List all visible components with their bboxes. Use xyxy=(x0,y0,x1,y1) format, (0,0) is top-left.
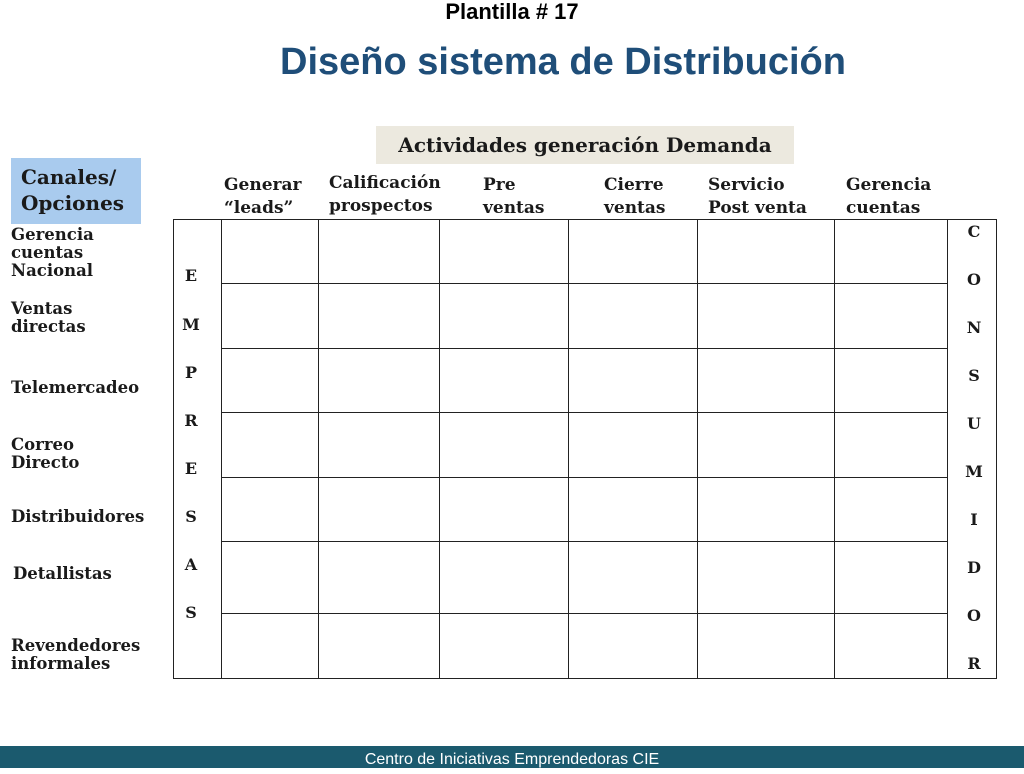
activities-header: Actividades generación Demanda xyxy=(376,126,794,164)
grid-divider xyxy=(318,219,319,679)
grid-divider xyxy=(221,412,948,413)
letter: N xyxy=(966,318,982,337)
column-header-cierre-ventas: Cierre ventas xyxy=(604,175,666,218)
column-header-pre-ventas: Pre ventas xyxy=(483,175,545,218)
row-label-revendedores: Revendedores informales xyxy=(11,636,141,673)
footer-bar: Centro de Iniciativas Emprendedoras CIE xyxy=(0,746,1024,768)
letter: R xyxy=(967,654,981,673)
letter: P xyxy=(184,363,198,382)
row-label-correo-directo: Correo Directo xyxy=(11,435,80,472)
template-label: Plantilla # 17 xyxy=(445,0,579,24)
channels-header: Canales/ Opciones xyxy=(11,158,141,224)
letter: A xyxy=(184,555,198,574)
grid-divider xyxy=(221,541,948,542)
distribution-grid xyxy=(173,219,997,679)
grid-divider xyxy=(221,348,948,349)
grid-divider xyxy=(221,613,948,614)
row-label-telemercadeo: Telemercadeo xyxy=(11,378,140,397)
grid-divider xyxy=(568,219,569,679)
grid-divider xyxy=(697,219,698,679)
letter: O xyxy=(967,270,981,289)
letter: C xyxy=(967,222,981,241)
letter: E xyxy=(184,459,198,478)
column-header-servicio-post-venta: Servicio Post venta xyxy=(708,175,807,218)
column-header-calificacion: Calificación prospectos xyxy=(329,173,441,216)
grid-divider xyxy=(439,219,440,679)
column-header-generar-leads: Generar “leads” xyxy=(224,175,302,218)
row-label-gerencia-nacional: Gerencia cuentas Nacional xyxy=(11,225,94,280)
letter: M xyxy=(965,462,983,481)
letter: U xyxy=(967,414,981,433)
grid-divider xyxy=(947,219,948,679)
letter: S xyxy=(185,507,197,526)
grid-divider xyxy=(221,219,222,679)
letter: S xyxy=(968,366,980,385)
letter: I xyxy=(970,510,978,529)
grid-divider xyxy=(221,283,948,284)
row-label-ventas-directas: Ventas directas xyxy=(11,299,86,336)
row-label-detallistas: Detallistas xyxy=(13,564,112,583)
letter: S xyxy=(185,603,197,622)
letter: M xyxy=(182,315,200,334)
grid-divider xyxy=(834,219,835,679)
letter: R xyxy=(184,411,198,430)
row-label-distribuidores: Distribuidores xyxy=(11,507,145,526)
letter: D xyxy=(967,558,981,577)
column-header-gerencia-cuentas: Gerencia cuentas xyxy=(846,175,932,218)
letter: E xyxy=(184,266,198,285)
letter: O xyxy=(967,606,981,625)
slide-title: Diseño sistema de Distribución xyxy=(280,41,846,83)
grid-divider xyxy=(221,477,948,478)
